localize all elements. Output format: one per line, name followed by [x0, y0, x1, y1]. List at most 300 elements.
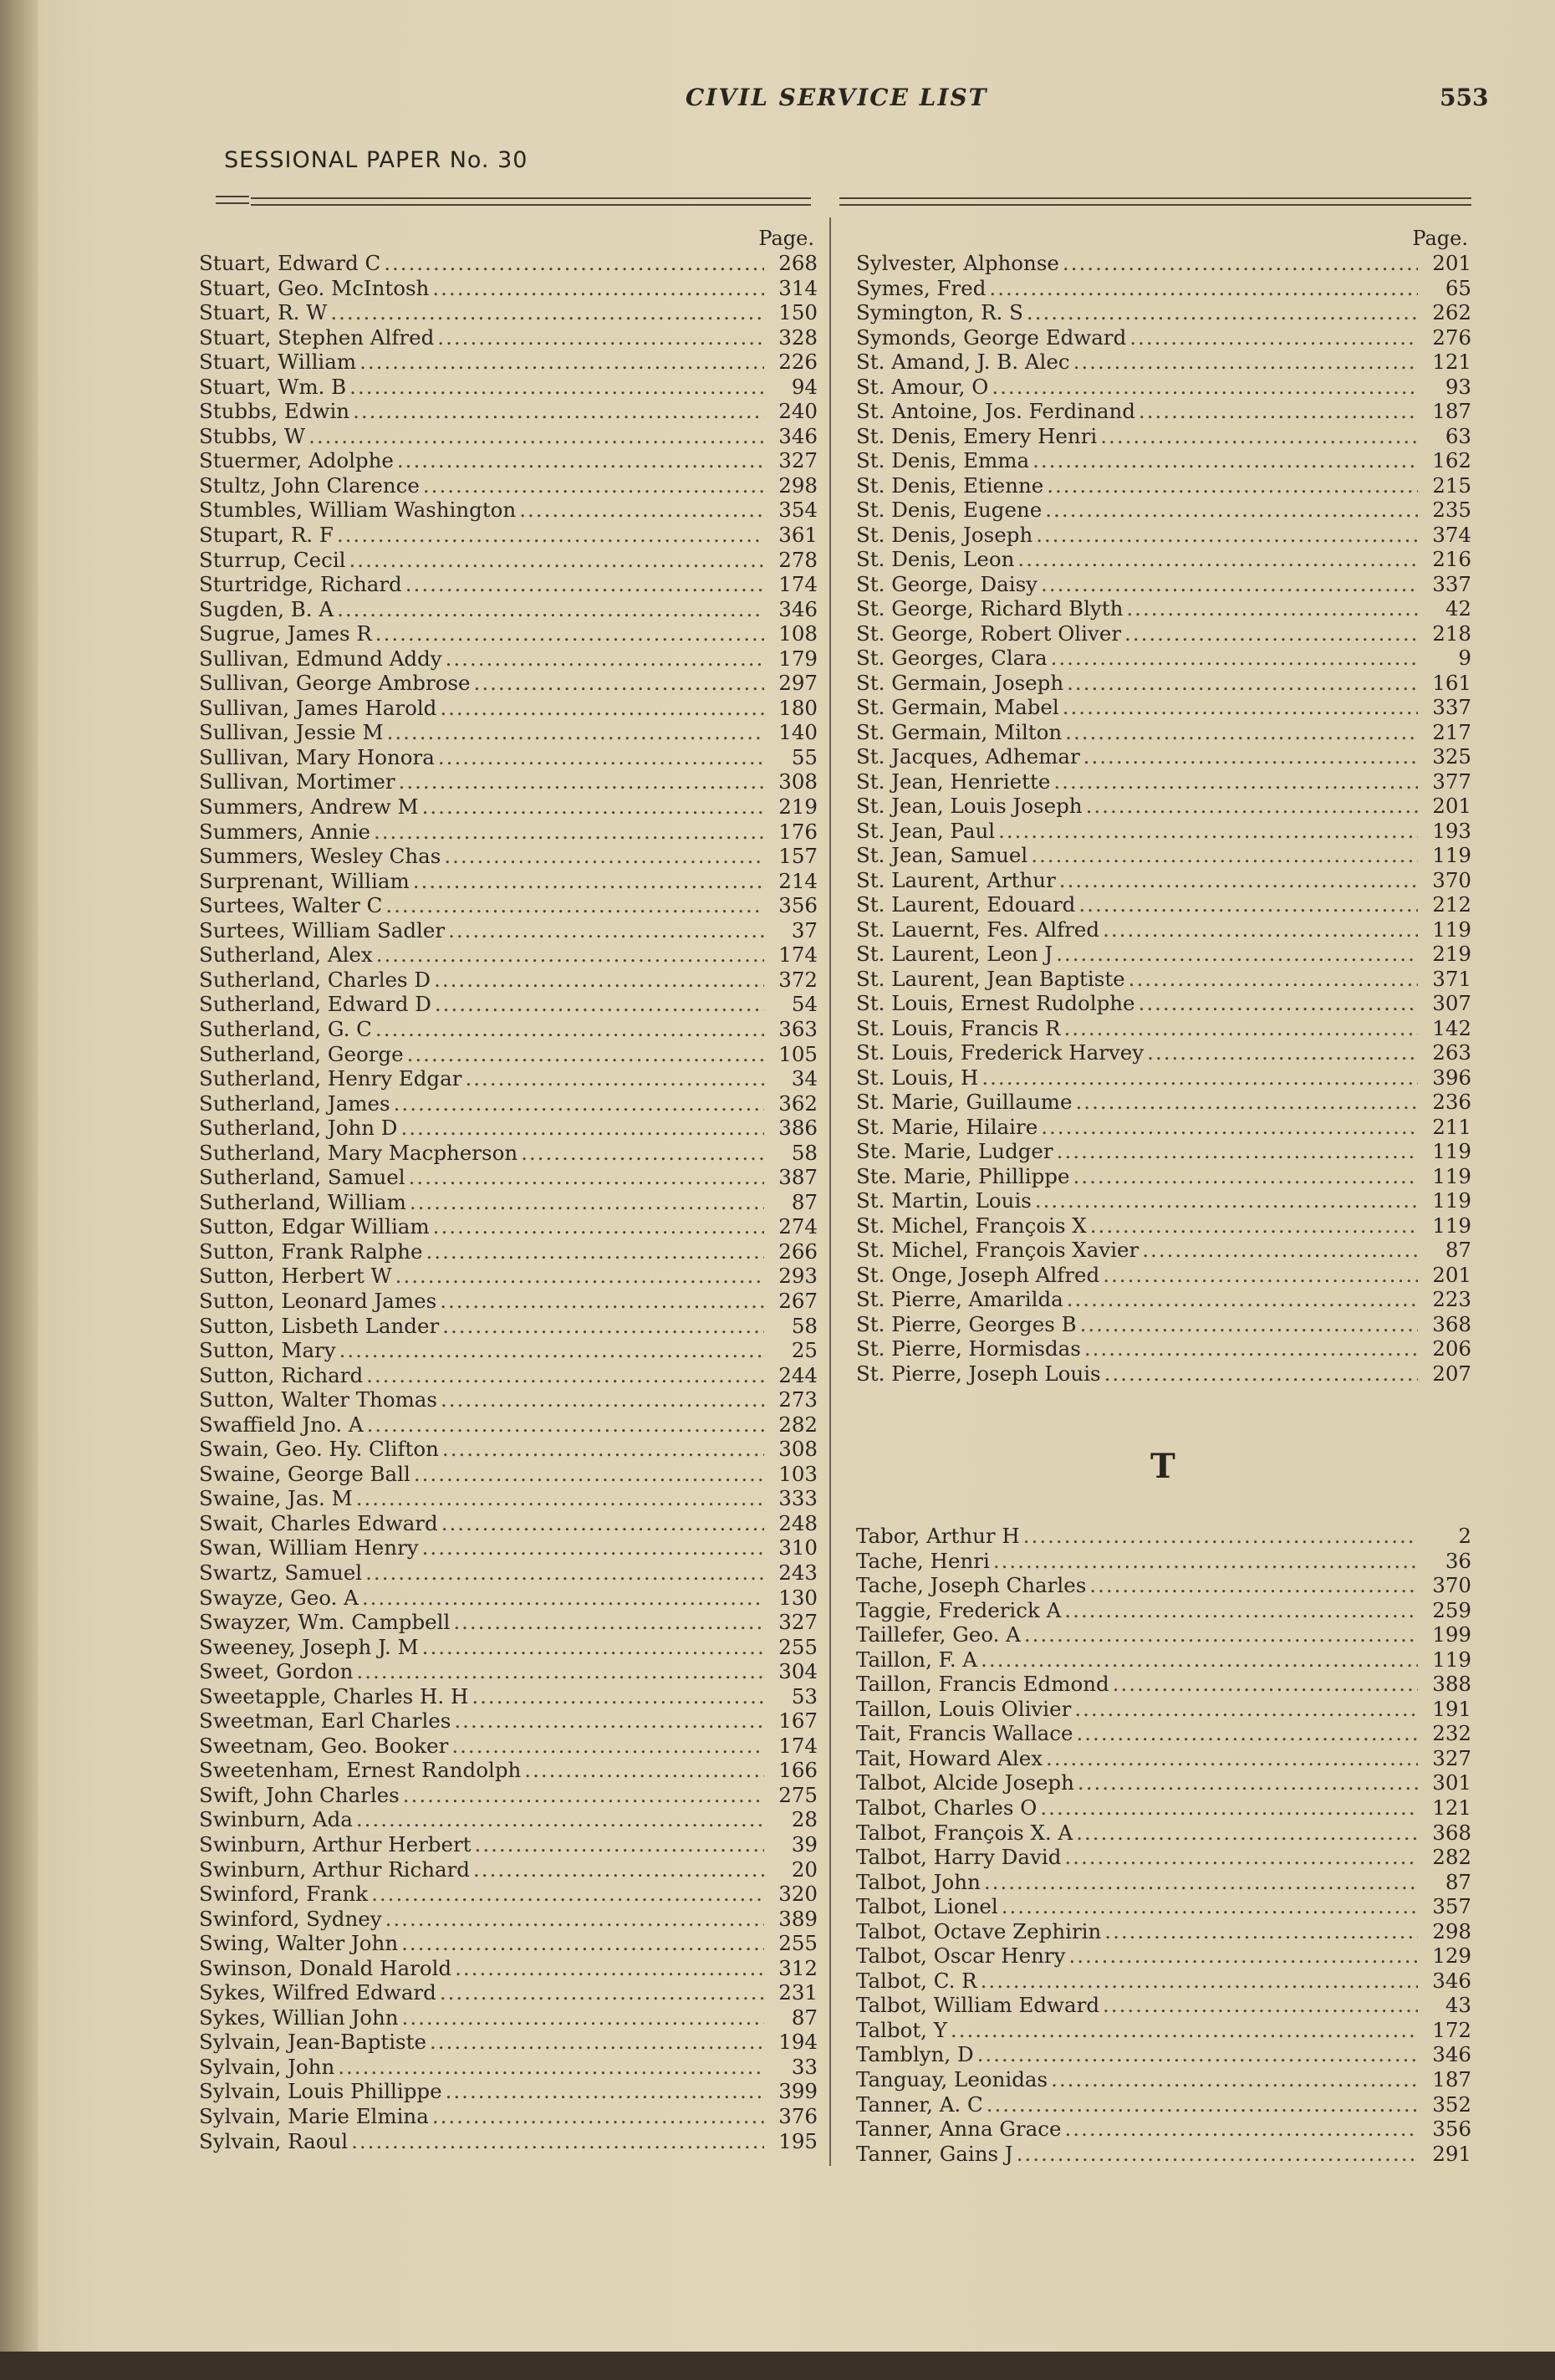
- entry-name: Sturrup, Cecil: [199, 547, 346, 572]
- index-entry: [856, 300, 1471, 325]
- entry-name: Stumbles, William Washington: [199, 498, 517, 523]
- entry-name: Stupart, R. F: [199, 523, 334, 548]
- index-entry: [199, 1659, 818, 1684]
- entry-page-number: 215: [1432, 472, 1471, 498]
- entry-page-number: 174: [778, 572, 818, 597]
- index-entry: [199, 498, 818, 523]
- index-entry: [199, 769, 818, 794]
- entry-page-number: 235: [1432, 498, 1471, 522]
- entry-name: Swayzer, Wm. Campbell: [199, 1610, 451, 1635]
- entry-page-number: 140: [778, 720, 818, 745]
- entry-name: Sylvester, Alphonse: [856, 251, 1059, 275]
- entry-page-number: 193: [1432, 818, 1471, 843]
- entry-page-number: 218: [1432, 621, 1471, 646]
- header-rule-left-top: [216, 196, 249, 197]
- entry-name: Swift, John Charles: [199, 1782, 400, 1807]
- entry-name: Sullivan, James Harold: [199, 695, 437, 720]
- index-entry: [199, 1363, 818, 1388]
- page-number: 553: [1440, 84, 1489, 111]
- leader-dots: [356, 1486, 764, 1511]
- entry-page-number: 201: [1432, 794, 1471, 818]
- index-entry: [856, 1312, 1471, 1337]
- index-entry: [199, 1931, 818, 1956]
- entry-page-number: 9: [1458, 646, 1471, 670]
- index-entry: [199, 1511, 818, 1536]
- leader-dots: [446, 646, 764, 672]
- index-entry: [856, 2018, 1471, 2043]
- index-entry: [856, 991, 1471, 1016]
- entry-name: St. Amour, O: [856, 374, 989, 399]
- entry-name: Tamblyn, D: [856, 2042, 974, 2067]
- t-section-column: [856, 1524, 1471, 2166]
- index-entry: [856, 1746, 1471, 1771]
- entry-name: Sutherland, James: [199, 1090, 390, 1116]
- leader-dots: [430, 2030, 764, 2055]
- entry-name: Sutton, Frank Ralphe: [199, 1239, 423, 1264]
- entry-name: St. George, Richard Blyth: [856, 596, 1124, 621]
- index-entry: [199, 1387, 818, 1412]
- entry-page-number: 396: [1432, 1065, 1471, 1090]
- index-entry: [856, 1795, 1471, 1821]
- entry-page-number: 291: [1432, 2141, 1471, 2166]
- entry-name: Sylvain, Raoul: [199, 2128, 349, 2153]
- entry-name: Taggie, Frederick A: [856, 1597, 1062, 1622]
- index-entry: [856, 1821, 1471, 1846]
- index-entry: [199, 2079, 818, 2104]
- leader-dots: [1041, 572, 1418, 597]
- index-entry: [199, 1708, 818, 1734]
- entry-name: St. George, Robert Oliver: [856, 621, 1122, 646]
- entry-name: St. Michel, François X: [856, 1213, 1087, 1238]
- index-entry: [856, 1139, 1471, 1164]
- index-entry: [856, 1238, 1471, 1263]
- entry-name: Swain, Geo. Hy. Clifton: [199, 1437, 439, 1462]
- leader-dots: [1031, 843, 1418, 868]
- entry-page-number: 282: [778, 1412, 818, 1437]
- entry-page-number: 20: [791, 1857, 818, 1882]
- entry-name: Sylvain, Marie Elmina: [199, 2104, 429, 2129]
- index-entry: [856, 399, 1471, 424]
- entry-page-number: 262: [1432, 300, 1471, 324]
- entry-name: St. Onge, Joseph Alfred: [856, 1262, 1100, 1287]
- leader-dots: [446, 2079, 764, 2104]
- leader-dots: [442, 1314, 764, 1339]
- entry-page-number: 87: [791, 1189, 818, 1214]
- index-entry: [199, 2104, 818, 2129]
- index-entry: [199, 572, 818, 597]
- entry-name: Sutherland, Alex: [199, 942, 373, 968]
- entry-name: Tabor, Arthur H: [856, 1524, 1020, 1548]
- entry-name: Stultz, John Clarence: [199, 472, 420, 498]
- entry-page-number: 105: [778, 1041, 818, 1066]
- leader-dots: [1076, 1821, 1418, 1846]
- entry-name: Swait, Charles Edward: [199, 1510, 438, 1535]
- index-entry: [199, 1165, 818, 1190]
- entry-page-number: 130: [778, 1585, 818, 1610]
- leader-dots: [1074, 1697, 1418, 1722]
- leader-dots: [426, 1239, 764, 1264]
- right-entry-list: [856, 251, 1471, 1386]
- entry-page-number: 180: [778, 695, 818, 720]
- leader-dots: [1067, 671, 1418, 696]
- entry-name: Sweeney, Joseph J. M: [199, 1634, 419, 1659]
- entry-name: Sutton, Lisbeth Lander: [199, 1313, 440, 1338]
- index-entry: [856, 350, 1471, 375]
- entry-name: St. Jean, Samuel: [856, 843, 1028, 867]
- entry-page-number: 216: [1432, 547, 1471, 571]
- index-entry: [856, 868, 1471, 893]
- entry-page-number: 206: [1432, 1336, 1471, 1361]
- index-entry: [856, 1894, 1471, 1919]
- leader-dots: [1063, 695, 1418, 720]
- entry-page-number: 298: [778, 472, 818, 498]
- leader-dots: [1027, 300, 1418, 325]
- index-entry: [199, 720, 818, 745]
- index-entry: [199, 844, 818, 869]
- entry-name: Symonds, George Edward: [856, 324, 1127, 350]
- entry-name: Stubbs, W: [199, 423, 306, 448]
- index-entry: [856, 325, 1471, 350]
- index-entry: [199, 1239, 818, 1264]
- leader-dots: [1063, 251, 1418, 276]
- entry-page-number: 217: [1432, 719, 1471, 744]
- entry-page-number: 243: [778, 1560, 818, 1585]
- leader-dots: [422, 1535, 764, 1560]
- entry-page-number: 236: [1432, 1090, 1471, 1114]
- entry-name: Symes, Fred: [856, 275, 987, 300]
- entry-page-number: 231: [778, 1980, 818, 2005]
- leader-dots: [413, 869, 764, 894]
- leader-dots: [1040, 1795, 1418, 1821]
- leader-dots: [397, 448, 764, 473]
- entry-page-number: 194: [778, 2030, 818, 2055]
- entry-name: Sturtridge, Richard: [199, 572, 402, 597]
- entry-name: Sweetman, Earl Charles: [199, 1708, 451, 1734]
- sessional-paper-heading: SESSIONAL PAPER No. 30: [224, 147, 528, 173]
- entry-name: Sullivan, Edmund Addy: [199, 646, 442, 671]
- leader-dots: [1126, 596, 1418, 621]
- index-entry: [199, 1783, 818, 1808]
- index-entry: [856, 1065, 1471, 1090]
- leader-dots: [1142, 1238, 1418, 1263]
- entry-page-number: 361: [778, 523, 818, 548]
- leader-dots: [475, 1832, 764, 1857]
- entry-name: St. Laurent, Jean Baptiste: [856, 966, 1125, 991]
- entry-name: Sutherland, Mary Macpherson: [199, 1140, 518, 1165]
- index-entry: [199, 1141, 818, 1166]
- index-entry: [199, 1412, 818, 1438]
- entry-name: Tanner, Gains J: [856, 2141, 1013, 2166]
- index-entry: [199, 1807, 818, 1832]
- leader-dots: [351, 2129, 764, 2154]
- entry-page-number: 2: [1458, 1524, 1471, 1548]
- leader-dots: [1076, 1090, 1419, 1115]
- index-entry: [199, 1214, 818, 1239]
- leader-dots: [977, 2042, 1418, 2067]
- entry-name: Stuart, William: [199, 350, 357, 375]
- entry-name: Sutton, Edgar William: [199, 1214, 430, 1239]
- index-entry: [856, 794, 1471, 819]
- entry-name: Swartz, Samuel: [199, 1560, 363, 1585]
- leader-dots: [1086, 794, 1418, 819]
- entry-page-number: 370: [1432, 1573, 1471, 1598]
- index-entry: [199, 1486, 818, 1511]
- entry-name: Taillon, Francis Edmond: [856, 1672, 1109, 1697]
- entry-page-number: 276: [1432, 324, 1471, 350]
- entry-name: St. Pierre, Hormisdas: [856, 1336, 1081, 1361]
- right-page-column-header: Page.: [1412, 227, 1468, 250]
- leader-dots: [993, 1549, 1418, 1574]
- index-entry: [856, 1361, 1471, 1387]
- entry-page-number: 293: [778, 1264, 818, 1289]
- entry-name: St. Laurent, Leon J: [856, 942, 1053, 966]
- entry-name: Tanner, Anna Grace: [856, 2117, 1062, 2142]
- entry-page-number: 39: [791, 1832, 818, 1857]
- leader-dots: [984, 1870, 1418, 1895]
- index-entry: [856, 1672, 1471, 1697]
- index-entry: [199, 1314, 818, 1339]
- index-entry: [856, 2092, 1471, 2117]
- entry-name: St. Martin, Louis: [856, 1188, 1032, 1213]
- leader-dots: [349, 375, 764, 400]
- entry-name: St. Louis, Francis R: [856, 1015, 1061, 1040]
- entry-page-number: 54: [791, 992, 818, 1017]
- index-entry: [856, 1549, 1471, 1574]
- entry-name: St. Denis, Emma: [856, 448, 1030, 472]
- entry-page-number: 298: [1432, 1918, 1471, 1943]
- index-entry: [199, 820, 818, 845]
- entry-page-number: 157: [778, 844, 818, 869]
- entry-name: Tanner, A. C: [856, 2091, 983, 2117]
- entry-name: Sutton, Richard: [199, 1362, 364, 1387]
- entry-name: Talbot, William Edward: [856, 1993, 1099, 2018]
- leader-dots: [337, 523, 764, 548]
- index-entry: [856, 424, 1471, 449]
- entry-name: Sylvain, John: [199, 2054, 335, 2079]
- entry-name: St. Jean, Henriette: [856, 769, 1051, 794]
- leader-dots: [362, 1586, 764, 1611]
- entry-page-number: 176: [778, 819, 818, 844]
- index-entry: [199, 1264, 818, 1289]
- leader-dots: [451, 1734, 764, 1759]
- entry-name: Sutherland, John D: [199, 1116, 398, 1141]
- leader-dots: [473, 1857, 764, 1882]
- leader-dots: [1089, 1573, 1418, 1598]
- leader-dots: [374, 820, 764, 845]
- leader-dots: [1051, 646, 1418, 671]
- leader-dots: [371, 1882, 764, 1907]
- leader-dots: [1139, 399, 1418, 424]
- entry-page-number: 167: [778, 1708, 818, 1734]
- index-entry: [199, 2030, 818, 2055]
- entry-page-number: 327: [778, 1610, 818, 1635]
- leader-dots: [981, 1065, 1418, 1090]
- leader-dots: [308, 424, 764, 449]
- entry-name: St. Georges, Clara: [856, 646, 1048, 670]
- entry-page-number: 389: [778, 1906, 818, 1931]
- leader-dots: [395, 1264, 764, 1289]
- index-entry: [199, 1462, 818, 1487]
- entry-name: Stuart, Stephen Alfred: [199, 324, 435, 350]
- leader-dots: [423, 473, 764, 498]
- leader-dots: [365, 1560, 764, 1586]
- entry-page-number: 87: [791, 2005, 818, 2030]
- entry-name: St. Pierre, Joseph Louis: [856, 1361, 1101, 1386]
- leader-dots: [1064, 1598, 1418, 1623]
- entry-name: St. Germain, Joseph: [856, 670, 1064, 695]
- entry-page-number: 312: [778, 1955, 818, 1980]
- index-entry: [199, 424, 818, 449]
- entry-page-number: 325: [1432, 744, 1471, 769]
- leader-dots: [1103, 917, 1418, 942]
- leader-dots: [1080, 1312, 1418, 1337]
- entry-page-number: 307: [1432, 991, 1471, 1015]
- index-entry: [856, 967, 1471, 992]
- leader-dots: [1024, 1622, 1418, 1647]
- index-entry: [199, 942, 818, 968]
- entry-name: Sykes, Wilfred Edward: [199, 1980, 436, 2005]
- entry-name: St. Louis, Frederick Harvey: [856, 1040, 1145, 1065]
- index-entry: [199, 1560, 818, 1586]
- entry-page-number: 297: [778, 671, 818, 696]
- index-entry: [856, 695, 1471, 720]
- leader-dots: [1065, 720, 1418, 745]
- leader-dots: [454, 1708, 764, 1734]
- index-entry: [856, 1090, 1471, 1115]
- index-entry: [199, 1042, 818, 1067]
- leader-dots: [387, 720, 764, 745]
- entry-page-number: 174: [778, 942, 818, 968]
- entry-page-number: 33: [791, 2054, 818, 2079]
- index-entry: [199, 597, 818, 622]
- entry-page-number: 93: [1445, 374, 1471, 399]
- index-entry: [199, 375, 818, 400]
- entry-name: Summers, Andrew M: [199, 794, 419, 820]
- entry-page-number: 119: [1432, 1188, 1471, 1213]
- entry-page-number: 388: [1432, 1672, 1471, 1697]
- leader-dots: [519, 498, 764, 523]
- entry-page-number: 195: [778, 2128, 818, 2153]
- index-entry: [199, 325, 818, 350]
- leader-dots: [981, 1647, 1418, 1673]
- index-entry: [199, 745, 818, 770]
- entry-page-number: 327: [1432, 1745, 1471, 1770]
- entry-name: Swan, William Henry: [199, 1535, 419, 1560]
- entry-page-number: 187: [1432, 399, 1471, 423]
- index-entry: [199, 968, 818, 993]
- leader-dots: [1036, 523, 1418, 548]
- leader-dots: [998, 819, 1418, 844]
- leader-dots: [1129, 325, 1418, 350]
- entry-page-number: 268: [778, 251, 818, 275]
- entry-name: Sweet, Gordon: [199, 1659, 354, 1684]
- entry-page-number: 240: [778, 399, 818, 424]
- leader-dots: [366, 1363, 764, 1388]
- entry-name: Swaffield Jno. A: [199, 1412, 364, 1437]
- leader-dots: [432, 2104, 764, 2129]
- entry-page-number: 275: [778, 1782, 818, 1807]
- index-entry: [199, 1017, 818, 1042]
- index-entry: [856, 1040, 1471, 1065]
- entry-name: Swinford, Frank: [199, 1882, 369, 1907]
- entry-page-number: 362: [778, 1090, 818, 1116]
- entry-page-number: 356: [778, 893, 818, 918]
- entry-page-number: 65: [1445, 275, 1471, 300]
- leader-dots: [440, 1980, 764, 2005]
- entry-page-number: 320: [778, 1882, 818, 1907]
- leader-dots: [356, 1659, 764, 1684]
- entry-name: Talbot, Harry David: [856, 1845, 1062, 1870]
- leader-dots: [442, 1437, 764, 1462]
- leader-dots: [401, 1931, 764, 1956]
- index-entry: [856, 1622, 1471, 1647]
- entry-name: Taillon, F. A: [856, 1647, 978, 1672]
- entry-name: Sugrue, James R: [199, 621, 372, 646]
- leader-dots: [338, 2055, 764, 2080]
- leader-dots: [394, 1091, 764, 1116]
- entry-page-number: 201: [1432, 1262, 1471, 1287]
- leader-dots: [402, 2005, 764, 2030]
- entry-page-number: 376: [778, 2104, 818, 2129]
- entry-page-number: 121: [1432, 1795, 1471, 1821]
- header-rule-right-bottom: [839, 204, 1471, 206]
- entry-name: Symington, R. S: [856, 300, 1023, 324]
- index-entry: [199, 251, 818, 276]
- book-spine-shadow: [0, 0, 38, 2380]
- entry-name: Surtees, Walter C: [199, 893, 383, 918]
- entry-page-number: 232: [1432, 1721, 1471, 1746]
- entry-name: Talbot, Lionel: [856, 1894, 998, 1919]
- entry-page-number: 103: [778, 1461, 818, 1486]
- entry-name: Talbot, François X. A: [856, 1820, 1073, 1845]
- t-entry-list: [856, 1524, 1471, 2166]
- index-entry: [199, 1091, 818, 1116]
- entry-page-number: 219: [1432, 942, 1471, 966]
- leader-dots: [1076, 1721, 1418, 1746]
- index-entry: [856, 621, 1471, 646]
- entry-name: Sutherland, Charles D: [199, 967, 431, 992]
- leader-dots: [1035, 1188, 1418, 1213]
- index-entry: [856, 1213, 1471, 1239]
- entry-name: Talbot, Y: [856, 2017, 947, 2042]
- entry-page-number: 327: [778, 448, 818, 473]
- entry-name: St. Laurent, Arthur: [856, 867, 1056, 892]
- leader-dots: [1103, 1263, 1418, 1288]
- index-entry: [199, 696, 818, 721]
- entry-page-number: 119: [1432, 1139, 1471, 1163]
- entry-name: Tache, Henri: [856, 1548, 990, 1573]
- entry-name: St. Jean, Paul: [856, 818, 996, 843]
- header-rule-left-bottom: [216, 202, 249, 204]
- leader-dots: [1073, 1164, 1419, 1189]
- leader-dots: [353, 399, 764, 424]
- leader-dots: [1056, 942, 1418, 967]
- left-column: [199, 226, 818, 2153]
- index-entry: [856, 596, 1471, 621]
- entry-page-number: 53: [791, 1683, 818, 1708]
- leader-dots: [1017, 547, 1418, 572]
- index-entry: [199, 2005, 818, 2030]
- entry-page-number: 191: [1432, 1696, 1471, 1721]
- leader-dots: [1064, 1845, 1418, 1870]
- index-entry: [856, 1164, 1471, 1189]
- index-entry: [199, 399, 818, 424]
- column-divider: [829, 217, 831, 2166]
- index-entry: [856, 1647, 1471, 1673]
- entry-name: Sweetenham, Ernest Randolph: [199, 1758, 522, 1783]
- index-entry: [856, 1845, 1471, 1870]
- leader-dots: [349, 548, 764, 573]
